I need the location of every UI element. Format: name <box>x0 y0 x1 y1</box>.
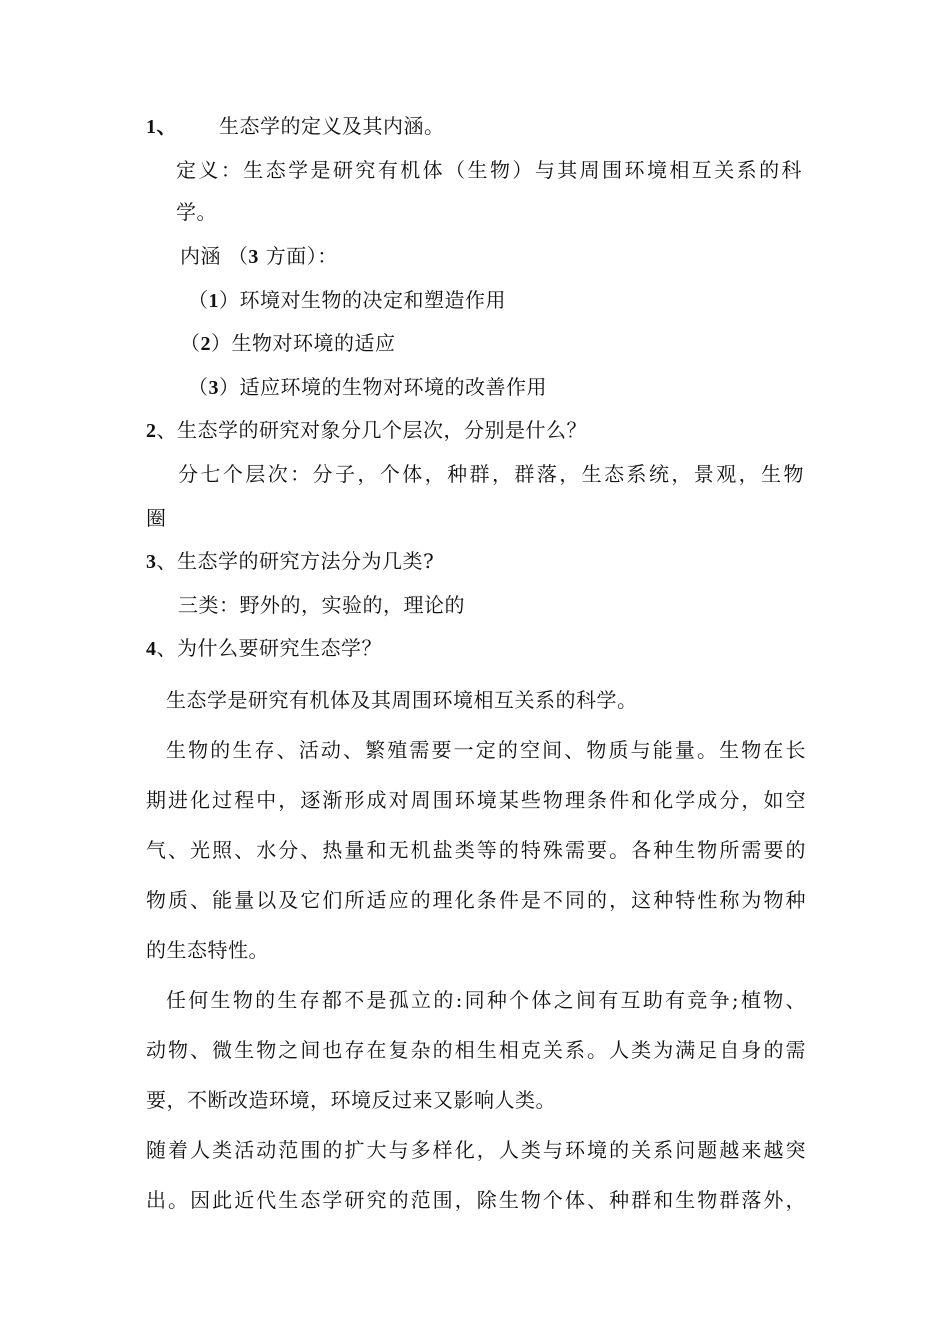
section4-question-text: 、为什么要研究生态学？ <box>156 636 382 660</box>
section1-number: 1、 <box>146 116 177 138</box>
section2-number: 2 <box>146 420 157 442</box>
item-number: 2 <box>200 333 211 355</box>
item-text: ）适应环境的生物对环境的改善作用 <box>219 375 547 399</box>
definition-line-2: 学。 <box>176 200 217 224</box>
para2-line-2: 期进化过程中，逐渐形成对周围环境某些物理条件和化学成分，如空 <box>146 788 806 812</box>
connotation-item-3 <box>188 373 547 402</box>
para2-line-1: 生物的生存、活动、繁殖需要一定的空间、物质与能量。生物在长 <box>166 738 806 762</box>
section3-answer: 三类：野外的，实验的，理论的 <box>178 593 465 617</box>
para2-line-4: 物质、能量以及它们所适应的理化条件是不同的，这种特性称为物种 <box>146 888 806 912</box>
para4-line-1: 随着人类活动范围的扩大与多样化，人类与环境的关系问题越来越突 <box>146 1138 806 1162</box>
para3-line-1: 任何生物的生存都不是孤立的:同种个体之间有互助有竞争;植物、 <box>166 988 806 1012</box>
section2-answer-line-1: 分七个层次：分子，个体，种群，群落，生态系统，景观，生物 <box>178 462 804 486</box>
section2-question <box>146 416 587 445</box>
para3-line-2: 动物、微生物之间也存在复杂的相生相克关系。人类为满足自身的需 <box>146 1038 806 1062</box>
connotation-prefix: 内涵 （ <box>180 244 249 268</box>
connotation-heading <box>180 242 338 271</box>
section3-number: 3 <box>146 551 157 573</box>
connotation-number: 3 <box>248 246 259 268</box>
connotation-suffix: 方面）： <box>258 244 338 268</box>
para2-line-3: 气、光照、水分、热量和无机盐类等的特殊需要。各种生物所需要的 <box>146 838 806 862</box>
connotation-item-1 <box>188 286 506 315</box>
item-text: ）生物对环境的适应 <box>211 331 396 355</box>
item-number: 3 <box>208 377 219 399</box>
para2-line-5: 的生态特性。 <box>146 938 269 962</box>
item-number: 1 <box>208 290 219 312</box>
para3-line-3: 要，不断改造环境，环境反过来又影响人类。 <box>146 1088 556 1112</box>
section2-question-text: 、生态学的研究对象分几个层次，分别是什么？ <box>156 418 587 442</box>
section4-question <box>146 634 382 663</box>
section4-para1: 生态学是研究有机体及其周围环境相互关系的科学。 <box>166 688 638 712</box>
item-text: ）环境对生物的决定和塑造作用 <box>219 288 506 312</box>
item-open-paren: （ <box>180 331 201 355</box>
section3-question-text: 、生态学的研究方法分为几类? <box>156 549 435 573</box>
section3-question <box>146 547 434 576</box>
section1-heading <box>146 112 445 141</box>
definition-line-1: 定义：生态学是研究有机体（生物）与其周围环境相互关系的科 <box>176 158 802 182</box>
item-open-paren: （ <box>188 288 209 312</box>
connotation-item-2 <box>180 329 396 358</box>
section1-title: 生态学的定义及其内涵。 <box>219 114 445 138</box>
item-open-paren: （ <box>188 375 209 399</box>
para4-line-2: 出。因此近代生态学研究的范围，除生物个体、种群和生物群落外， <box>146 1188 806 1212</box>
section2-answer-line-2: 圈 <box>146 506 167 530</box>
section4-number: 4 <box>146 638 157 660</box>
